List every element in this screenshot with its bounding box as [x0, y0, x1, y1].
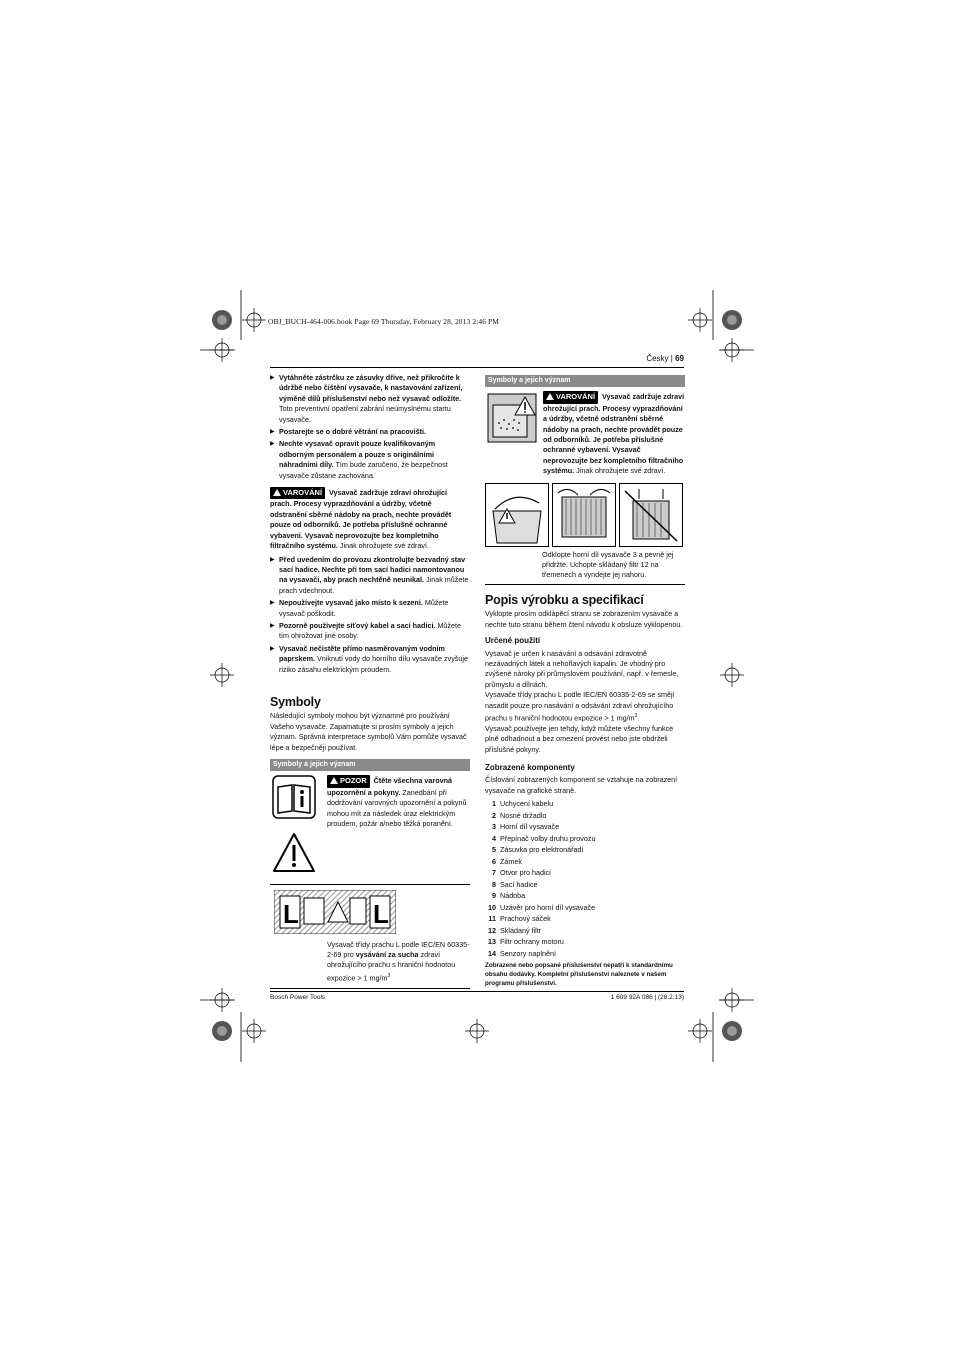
pleated-filter-illustration: [552, 483, 616, 547]
component-number: 5: [492, 845, 496, 855]
filter-caption: Odklopte horní díl vysavače 3 a pevně jej přidržte. Uchopte skládaný filtr 12 na třemenech a vyndejte jej nahoru.: [542, 549, 674, 580]
component-label: Nádoba: [500, 891, 526, 901]
warning-badge: VAROVÁNÍ: [543, 391, 598, 403]
components-list: [485, 798, 685, 959]
bullet-item: ▶ Nepoužívejte vysavač jako místo k sezení. Můžete vysavač poškodit.: [270, 598, 470, 619]
read-manual-icon: [272, 775, 316, 819]
bullet-item: ▶ Vysavač nečistěte přímo nasměrovaným vodním paprskem. Vniknutí vody do horního dílu vysavače zvyšuje riziko zásahu elektrickým proudem.: [270, 644, 470, 675]
component-item: [485, 936, 685, 948]
component-label: Zámek: [500, 856, 522, 866]
component-label: Otvor pro hadici: [500, 868, 551, 878]
components-intro: Číslování zobrazených komponent se vztahuje na zobrazení vysavače na grafické straně.: [485, 775, 678, 795]
filter-removal-illustrations: [485, 483, 685, 547]
use-paragraph-2: Vysavače třídy prachu L podle IEC/EN 60335-2-69 se smějí nasadit pouze pro nasávání a odsávání zdraví ohrožujícího prachu s hraniční hodnotou expozice > 1 $mg/m^3$.: [485, 690, 675, 723]
component-label: Uzávěr pro horní díl vysavače: [500, 902, 596, 912]
symbol-row-caution: POZOR Čtěte všechna varovná upozornění a pokyny. Zanedbání při dodržování varovných upozornění a pokynů mohou mít za následek úraz elektrickým proudem, požár a/nebo těžká poranění.: [270, 775, 470, 878]
warning-badge: VAROVÁNÍ: [270, 487, 325, 499]
component-number: 6: [492, 856, 496, 866]
registration-mark-tl: [242, 308, 266, 332]
warning-triangle-icon: [273, 489, 281, 496]
table-rule: [270, 884, 470, 885]
component-item: [485, 925, 685, 937]
table-rule: [270, 988, 470, 989]
component-label: Sací hadice: [500, 879, 538, 889]
warning-triangle-icon: [272, 831, 316, 875]
bullet-item: ▶ Před uvedením do provozu zkontrolujte bezvadný stav sací hadice. Nechte při tom sací hadici namontovanou na vysavači, aby prach nechtěně neunikal. Jinak můžete prach vdechnout.: [270, 555, 470, 597]
dust-class-letter: L: [373, 899, 389, 930]
component-item: [485, 821, 685, 833]
filter-lift-illustration: [619, 483, 683, 547]
footer-brand: Bosch Power Tools: [270, 994, 326, 1001]
component-label: Přepínač volby druhu provozu: [500, 833, 596, 843]
page-number: 69: [675, 354, 684, 363]
section-title-product: Popis výrobku a specifikací: [485, 592, 644, 607]
component-number: 3: [492, 822, 496, 832]
component-item: [485, 856, 685, 868]
component-item: [485, 948, 685, 960]
page-header: Česky | 69: [646, 354, 684, 363]
subsection-components: Zobrazené komponenty: [485, 762, 575, 772]
component-number: 8: [492, 879, 496, 889]
component-number: 13: [488, 937, 496, 947]
component-item: [485, 890, 685, 902]
use-paragraph-1: Vysavač je určen k nasávání a odsávání zdravotně nezávadných látek a nehořlavých kapalin. Je vhodný pro zvýšené nároky při průmyslovém používání, např. v řemesle, průmyslu a dílnách.: [485, 648, 679, 689]
bullet-item: ▶ Nechte vysavač opravit pouze kvalifikovaným odborným personálem a pouze s originálními náhradními díly. Tím bude zaručeno, že bezpečnost vysavače zůstane zachována.: [270, 439, 470, 481]
component-number: 4: [492, 833, 496, 843]
component-label: Filtr ochrany motoru: [500, 937, 564, 947]
symbol-row-dust-class: L L Vysavač třídy prachu L podle IEC/EN 60335-2-69 pro vysávání za sucha zdraví ohrožujícího prachu s hraniční hodnotou expozice > 1 $mg/m^3$: [270, 888, 470, 983]
symbols-intro: Následující symboly mohou být významné pro používání Vašeho vysavače. Zapamatujte si prosím symboly a jejich význam. Správná interpretace symbolů Vám pomůže vysavač lépe a bezpečněji používat.: [270, 711, 467, 752]
print-slug: OBJ_BUCH-464-006.book Page 69 Thursday, February 28, 2013 2:46 PM: [268, 317, 500, 326]
component-number: 1: [492, 799, 496, 809]
product-intro: Vyklopte prosím odklápěcí stranu se zobrazením vysavače a nechte tuto stranu během čtení návodu k obsluze vyklopenou.: [485, 609, 683, 629]
use-paragraph-3: Vysavač používejte jen tehdy, když můžete všechny funkce plně odhadnout a bez omezení provést nebo jste obdrželi příslušné pokyny.: [485, 723, 674, 754]
table-rule: [485, 584, 685, 585]
right-column: [485, 373, 685, 988]
component-item: [485, 844, 685, 856]
dust-hazard-icon: [487, 393, 537, 443]
symbol-row-warning: VAROVÁNÍ Vysavač zadržuje zdraví ohrožující prach. Procesy vyprazdňování a údržby, včetně odstranění sběrné nádoby na prach, nechte provádět pouze od odborníků. Je potřeba příslušné ochranné vybavení. Vysavač neprovozujte bez kompletního filtračního systému. Jinak ohrožujete své zdraví.: [485, 391, 685, 476]
component-item: [485, 879, 685, 891]
component-number: 7: [492, 868, 496, 878]
table-header: Symboly a jejich význam: [270, 759, 470, 771]
component-number: 14: [488, 948, 496, 958]
table-header: Symboly a jejich význam: [485, 375, 685, 387]
component-label: Senzory naplnění: [500, 948, 556, 958]
component-label: Horní díl vysavače: [500, 822, 560, 832]
component-item: [485, 798, 685, 810]
component-label: Prachový sáček: [500, 914, 551, 924]
header-language: Česky: [646, 354, 669, 363]
component-label: Uchycení kabelu: [500, 799, 554, 809]
component-item: [485, 810, 685, 822]
component-number: 2: [492, 810, 496, 820]
left-column: [270, 373, 470, 992]
bullet-item: ▶ Vytáhněte zástrčku ze zásuvky dříve, než přikročíte k údržbě nebo čištění vysavače, k nastavování zařízení, výměně dílů příslušenství nebo než vysavač odložíte. Toto preventivní opatření zabrání neúmyslnému startu vysavače.: [270, 373, 470, 425]
footer-rule: [270, 991, 684, 992]
subsection-intended-use: Určené použití: [485, 636, 541, 646]
dust-class-l-label-icon: [274, 890, 396, 934]
component-item: [485, 867, 685, 879]
section-title-symbols: Symboly: [270, 694, 321, 709]
component-number: 11: [488, 914, 496, 924]
caution-badge: POZOR: [327, 775, 370, 787]
vacuum-open-illustration: [485, 483, 549, 547]
accessory-note: Zobrazené nebo popsané příslušenství nepatří k standardnímu obsahu dodávky. Kompletní příslušenství naleznete v našem programu příslušenství.: [485, 962, 673, 988]
bullet-item: ▶ Postarejte se o dobré větrání na pracovišti.: [270, 427, 470, 437]
component-item: [485, 913, 685, 925]
component-number: 10: [488, 902, 496, 912]
component-number: 9: [492, 891, 496, 901]
header-rule: [270, 367, 684, 368]
component-item: [485, 902, 685, 914]
footer-code: 1 609 92A 086 | (28.2.13): [610, 994, 684, 1001]
dust-class-letter: L: [283, 899, 299, 930]
component-label: Skládaný filtr: [500, 925, 542, 935]
component-item: [485, 833, 685, 845]
component-number: 12: [488, 925, 496, 935]
bullet-item: ▶ Pozorně používejte síťový kabel a sací hadici. Můžete tím ohrožovat jiné osoby.: [270, 621, 470, 642]
component-label: Nosné držadlo: [500, 810, 547, 820]
warning-block: VAROVÁNÍ Vysavač zadržuje zdraví ohrožující prach. Procesy vyprazdňování a údržby, včetně odstranění sběrné nádoby na prach, nechte provádět pouze od odborníků. Je potřeba příslušné ochranné vybavení. Vysavač neprovozujte bez kompletního filtračního systému. Jinak ohrožujete své zdraví.: [270, 488, 452, 551]
component-label: Zásuvka pro elektronářadí: [500, 845, 584, 855]
